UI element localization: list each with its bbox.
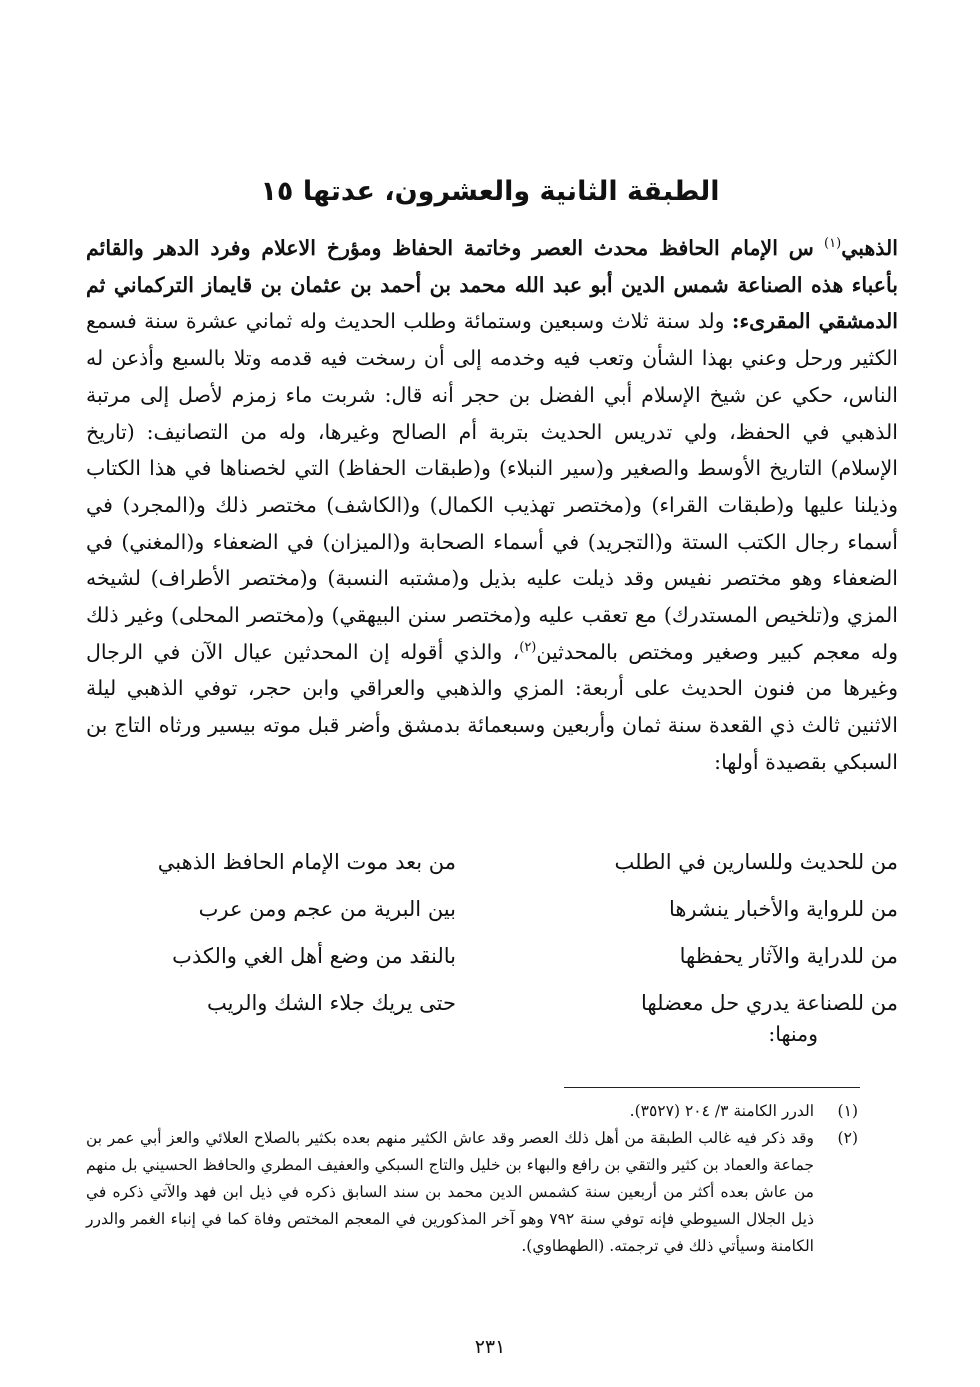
verse-second-hemistich: بين البرية من عجم ومن عرب (198, 896, 456, 921)
entry-text-a: ولد سنة ثلاث وسبعين وستمائة وطلب الحديث وله ثماني عشرة سنة فسمع الكثير ورحل وعني بهذا الشأن وتعب فيه وخدمه إلى أن رسخت فيه قدمه وتلا بالسبع وأذعن له الناس، حكي عن شيخ الإسلام أبي الفضل بن حجر أنه قال: شربت ماء زمزم لأصل إلى مرتبة الذهبي في الحفظ، ولي تدريس الحديث بتربة أم الصالح وغيرها، وله من التصانيف: (تاريخ الإسلام) التاريخ الأوسط والصغير و(سير النبلاء) و(طبقات الحفاظ) التي لخصناها في هذا الكتاب وذيلنا عليها و(طبقات القراء) و(مختصر تهذيب الكمال) و(الكاشف) مختصر ذلك و(المجرد) في أسماء رجال الكتب الستة و(التجريد) في أسماء الصحابة و(الميزان) في الضعفاء و(المغني) في الضعفاء وهو مختصر نفيس وقد ذيلت عليه بذيل و(مشتبه النسبة) و(مختصر الأطراف) لشيخه المزي و(تلخيص المستدرك) مع تعقب عليه و(مختصر سنن البيهقي) و(مختصر المحلى) وغير ذلك وله معجم كبير وصغير ومختص بالمحدثين (86, 309, 899, 664)
section-heading: الطبقة الثانية والعشرون، عدتها ١٥ (260, 176, 720, 207)
footnote-number: (٢) (837, 1129, 858, 1147)
footnote-item (86, 1098, 858, 1125)
footnotes (86, 1098, 858, 1260)
footnote-text: الدرر الكامنة ٣/ ٢٠٤ (٣٥٢٧). (629, 1102, 814, 1120)
verse-first-hemistich: من للحديث وللسارين في الطلب (614, 849, 898, 874)
footnote-number: (١) (837, 1102, 858, 1120)
poem-verse (86, 932, 898, 979)
verse-second-hemistich: حتى يريك جلاء الشك والريب (207, 990, 456, 1015)
biography-entry (86, 230, 898, 781)
footnote-item (86, 1125, 858, 1260)
footnote-ref-1[interactable]: (١) (824, 236, 842, 252)
footnote-ref-2[interactable]: (٢) (519, 639, 537, 655)
verse-first-hemistich: من للصناعة يدري حل معضلها (641, 990, 898, 1015)
footnote-divider (564, 1087, 860, 1088)
poem (86, 838, 898, 1026)
entry-lead: س الإمام الحافظ محدث العصر وخاتمة الحفاظ ومؤرخ الاعلام وفرد الدهر والقائم بأعباء هذه الصناعة شمس الدين أبو عبد الله محمد بن أحمد بن عثمان بن قايماز التركماني ثم الدمشقي المقرىء: (86, 236, 898, 334)
continuation-text: ومنها: (768, 1022, 818, 1046)
verse-second-hemistich: من بعد موت الإمام الحافظ الذهبي (157, 849, 456, 874)
entry-text-b: ، والذي أقوله إن المحدثين عيال الآن في الرجال وغيرها من فنون الحديث على أربعة: المزي والذهبي والعراقي وابن حجر، توفي الذهبي ليلة الاثنين ثالث ذي القعدة سنة ثمان وأربعين وسبعمائة بدمشق وأضر قبل موته بيسير ورثاه التاج بن السبكي بقصيدة أولها: (86, 639, 898, 774)
entry-name: الذهبي (841, 236, 898, 260)
poem-verse (86, 885, 898, 932)
poem-verse (86, 979, 898, 1026)
page-number: ٢٣١ (474, 1336, 506, 1358)
footnote-text: وقد ذكر فيه غالب الطبقة من أهل ذلك العصر وقد عاش الكثير منهم بعده بكثير بالصلاح العلائي والعز أبي عمر بن جماعة والعماد بن كثير والتقي بن رافع والبهاء بن خليل والتاج السبكي والعفيف المطري والحافظ الحسيني بل منهم من عاش بعده أكثر من أربعين سنة كشمس الدين محمد بن سند السابق ذكره في ذيل ابن فهد والآتي ذكره في ذيل الجلال السيوطي فإنه توفي سنة ٧٩٢ وهو آخر المذكورين في المعجم المختص وفاة كما في إنباء الغمر والدرر الكامنة وسيأتي ذلك في ترجمته. (الطهطاوي). (86, 1129, 815, 1255)
verse-first-hemistich: من للرواية والأخبار ينشرها (668, 896, 898, 921)
verse-first-hemistich: من للدراية والآثار يحفظها (679, 943, 898, 968)
poem-verse (86, 838, 898, 885)
verse-second-hemistich: بالنقد من وضع أهل الغي والكذب (172, 943, 456, 968)
